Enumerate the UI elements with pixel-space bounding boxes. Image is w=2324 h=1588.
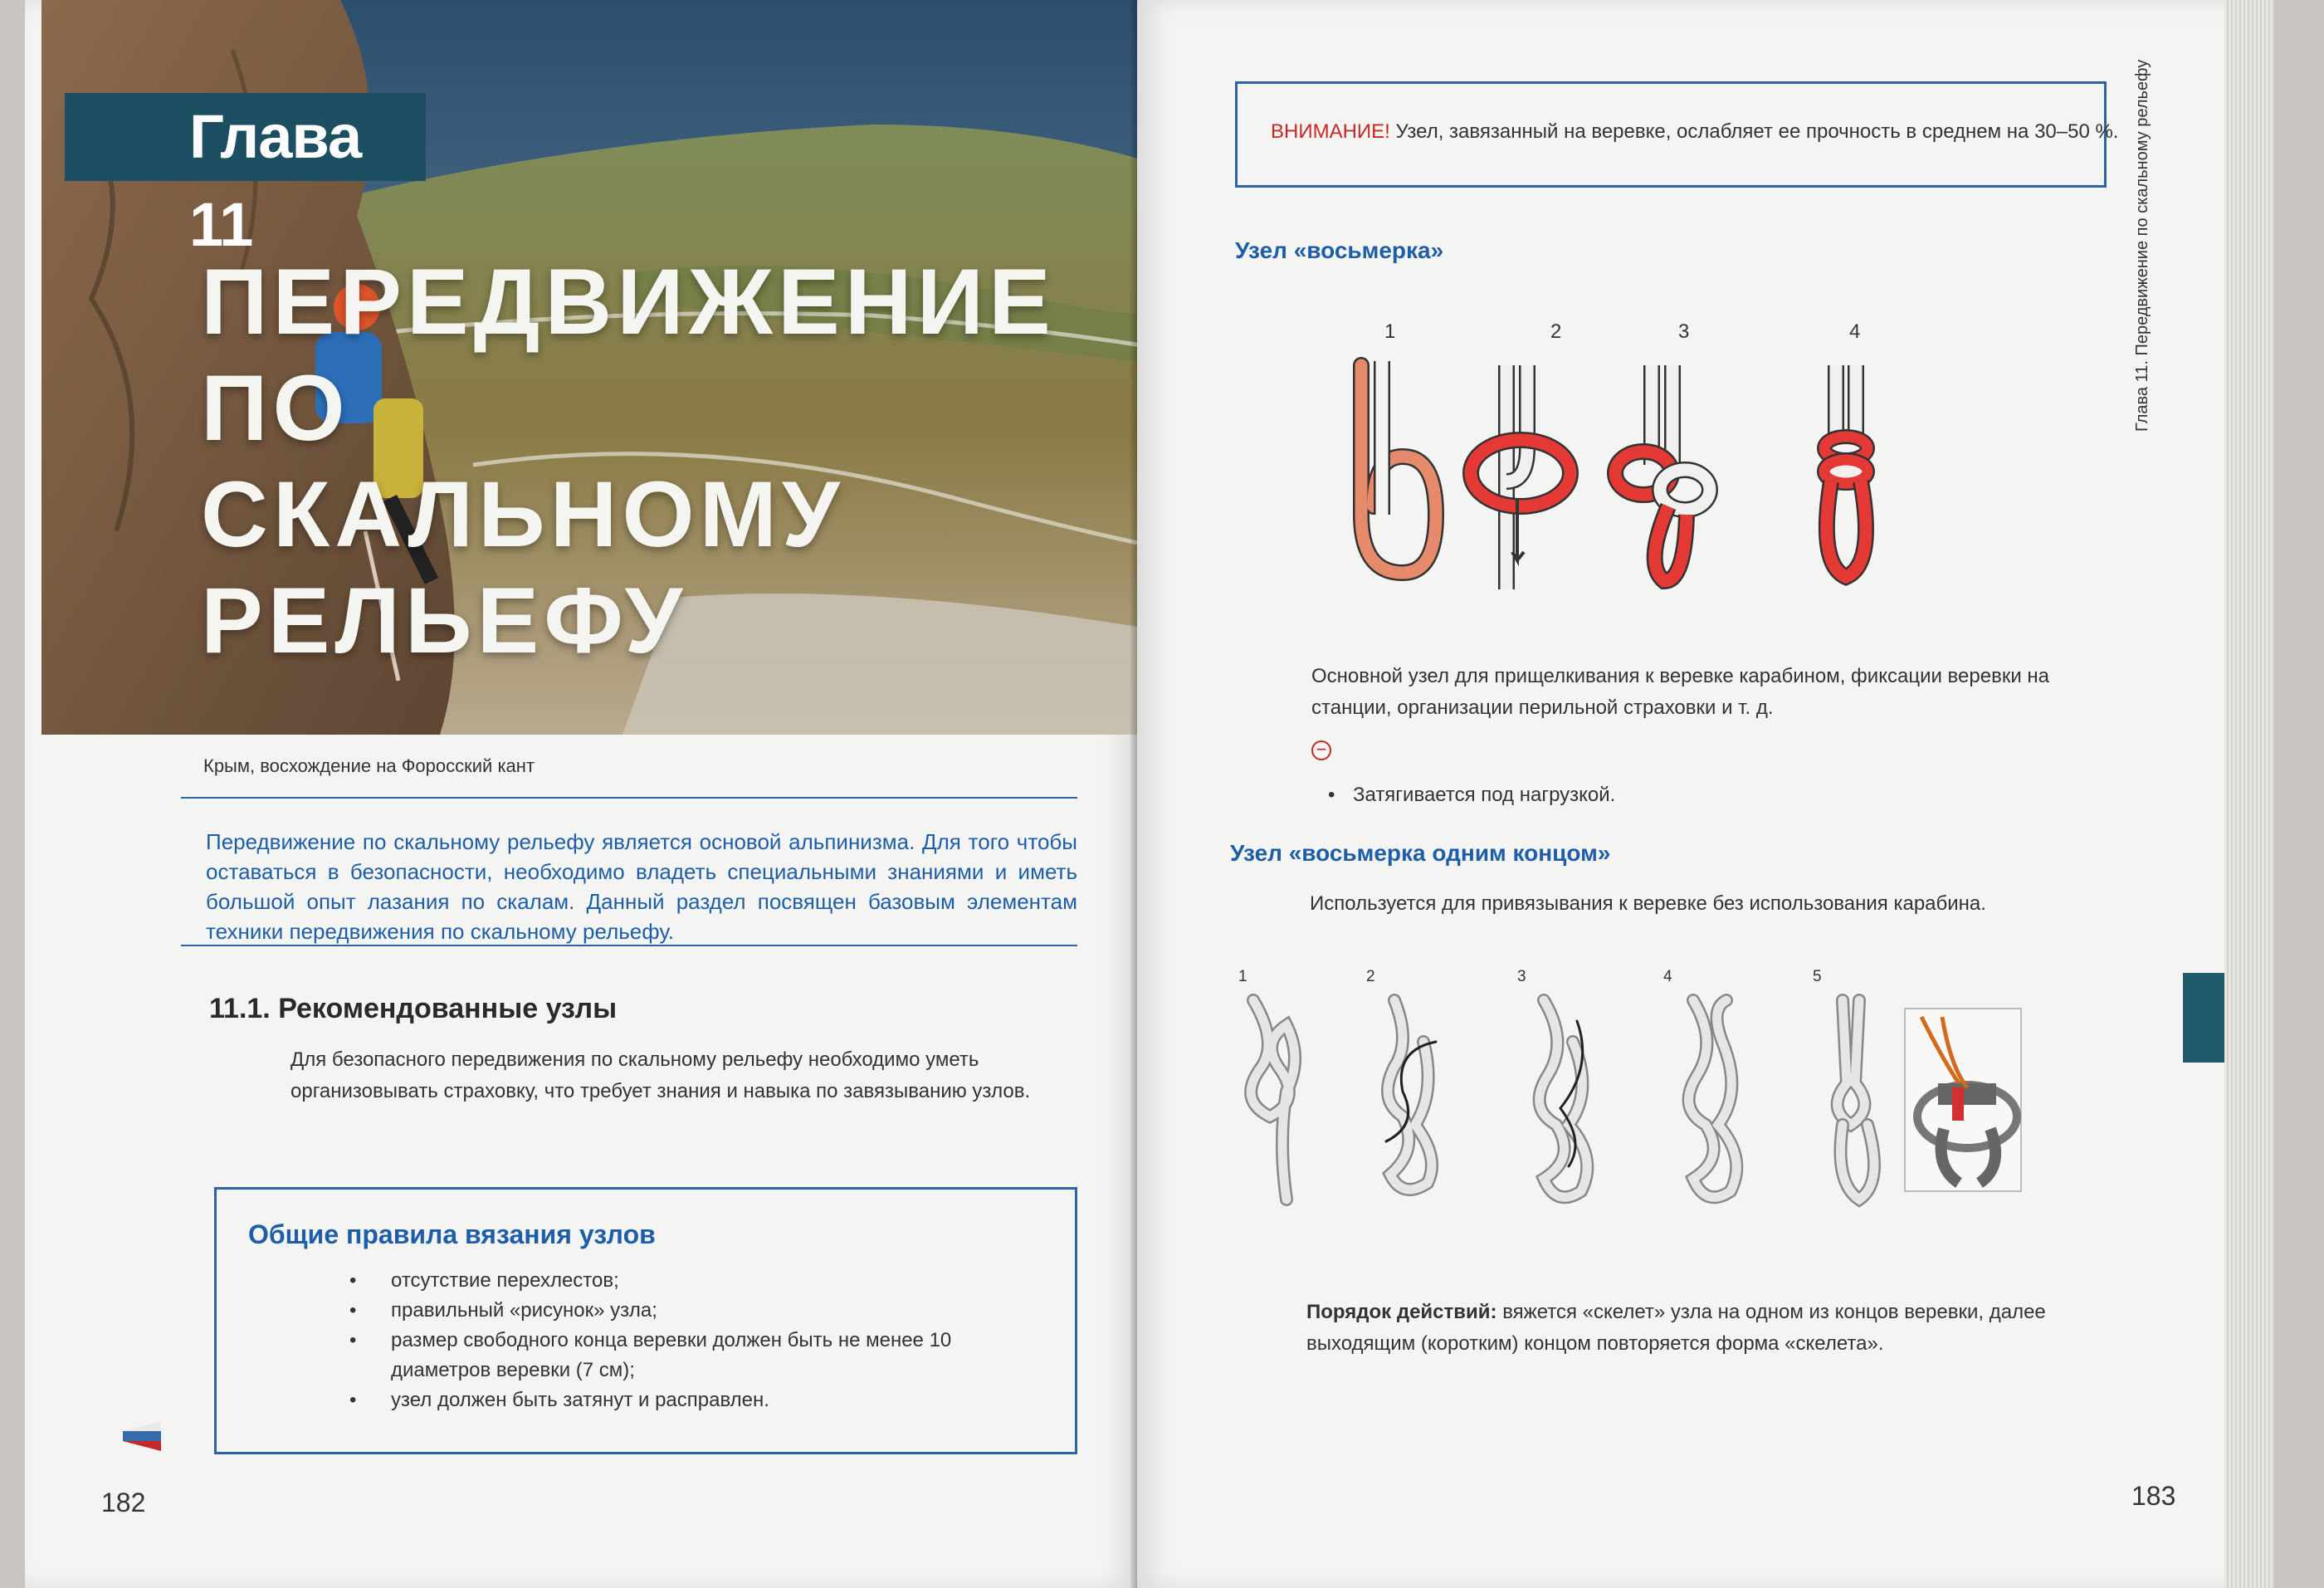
rules-box-title: Общие правила вязания узлов [248,1219,656,1249]
intro-paragraph: Передвижение по скальному рельефу является основой альпинизма. Для того чтобы оставаться в безопасности, необходимо владеть специальными знаниями и иметь большой опыт лазания по скалам. Данный раздел посвящен базовым элементам техники передвижения по скальному рельефу. [206,829,1077,944]
chapter-title-line-3: РЕЛЬЕФУ [201,569,688,672]
section-body: Для безопасного передвижения по скальному рельефу необходимо уметь организовывать страховку, что требует знания и навыка по завязыванию узлов. [290,1048,1031,1102]
knot2-title: Узел «восьмерка одним концом» [1230,840,1611,866]
knot1-step-label: 2 [1550,320,1562,343]
knot1-step-1-drawing [1361,361,1436,573]
knot1-step-label: 3 [1678,320,1690,343]
page-number-left: 182 [101,1488,146,1517]
knot2-step-label: 5 [1813,968,1822,985]
chapter-title-line-2: ПО СКАЛЬНОМУ [201,356,845,566]
warning-box [1235,81,2119,188]
running-header: Глава 11. Передвижение по скальному рельефу [2133,59,2151,432]
page-number-right: 183 [2131,1481,2176,1511]
rules-item: • правильный «рисунок» узла; [349,1296,1030,1326]
procedure-label: Порядок действий: [1306,1301,1497,1323]
photo-caption: Крым, восхождение на Форосский кант [203,755,535,776]
knot1-title: Узел «восьмерка» [1235,237,1444,263]
warning-text [1271,120,2118,144]
knot2-step-label: 4 [1663,968,1672,985]
warning-label: ВНИМАНИЕ! [1271,120,1390,143]
minus-circle-icon: − [1311,740,1331,760]
page-edge [2224,0,2274,1588]
knot1-step-2-drawing [1471,365,1570,589]
divider-top [181,797,1077,799]
knot2-procedure [1306,1297,2103,1360]
procedure-text: вяжется «скелет» узла на одном из концов веревки, далее выходящим (коротким) концом повторяется форма «скелета». [1306,1301,2046,1355]
knot1-step-label: 4 [1849,320,1861,343]
knot1-step-label: 1 [1384,320,1396,343]
right-page [1137,0,2274,1588]
rules-box [214,1187,1077,1454]
rules-item: • узел должен быть затянут и расправлен. [349,1385,1030,1415]
figure-eight-follow-through-diagram [1228,992,2025,1216]
knot2-step-label: 3 [1517,968,1526,985]
knot2-step-label: 2 [1366,968,1375,985]
knot1-cons-item: • Затягивается под нагрузкой. [1353,784,1615,807]
rules-item: • отсутствие перехлестов; [349,1266,1030,1296]
section-heading: 11.1. Рекомендованные узлы [209,993,618,1024]
chapter-title-line-1: ПЕРЕДВИЖЕНИЕ [201,250,1056,354]
chapter-label: Глава 11 [65,93,426,181]
rules-item: • размер свободного конца веревки должен быть не менее 10 диаметров веревки (7 см); [349,1326,1030,1385]
tricolor-corner-icon [121,1413,163,1453]
knot2-step-label: 1 [1238,968,1247,985]
knot2-description: Используется для привязывания к веревке без использования карабина. [1310,892,1986,915]
chapter-title [201,249,1056,674]
left-page [25,0,1137,1588]
knot1-step-4-drawing [1824,365,1868,577]
knot1-step-3-drawing [1615,365,1710,581]
warning-body: Узел, завязанный на веревке, ослабляет ее прочность в среднем на 30–50 %. [1389,120,2119,143]
knot1-description: Основной узел для прищелкивания к веревке карабином, фиксации веревки на станции, организации перильной страховки и т. д. [1311,665,2049,719]
figure-eight-diagram [1328,349,1992,606]
divider-bottom [181,945,1077,946]
rules-list [349,1266,1030,1415]
